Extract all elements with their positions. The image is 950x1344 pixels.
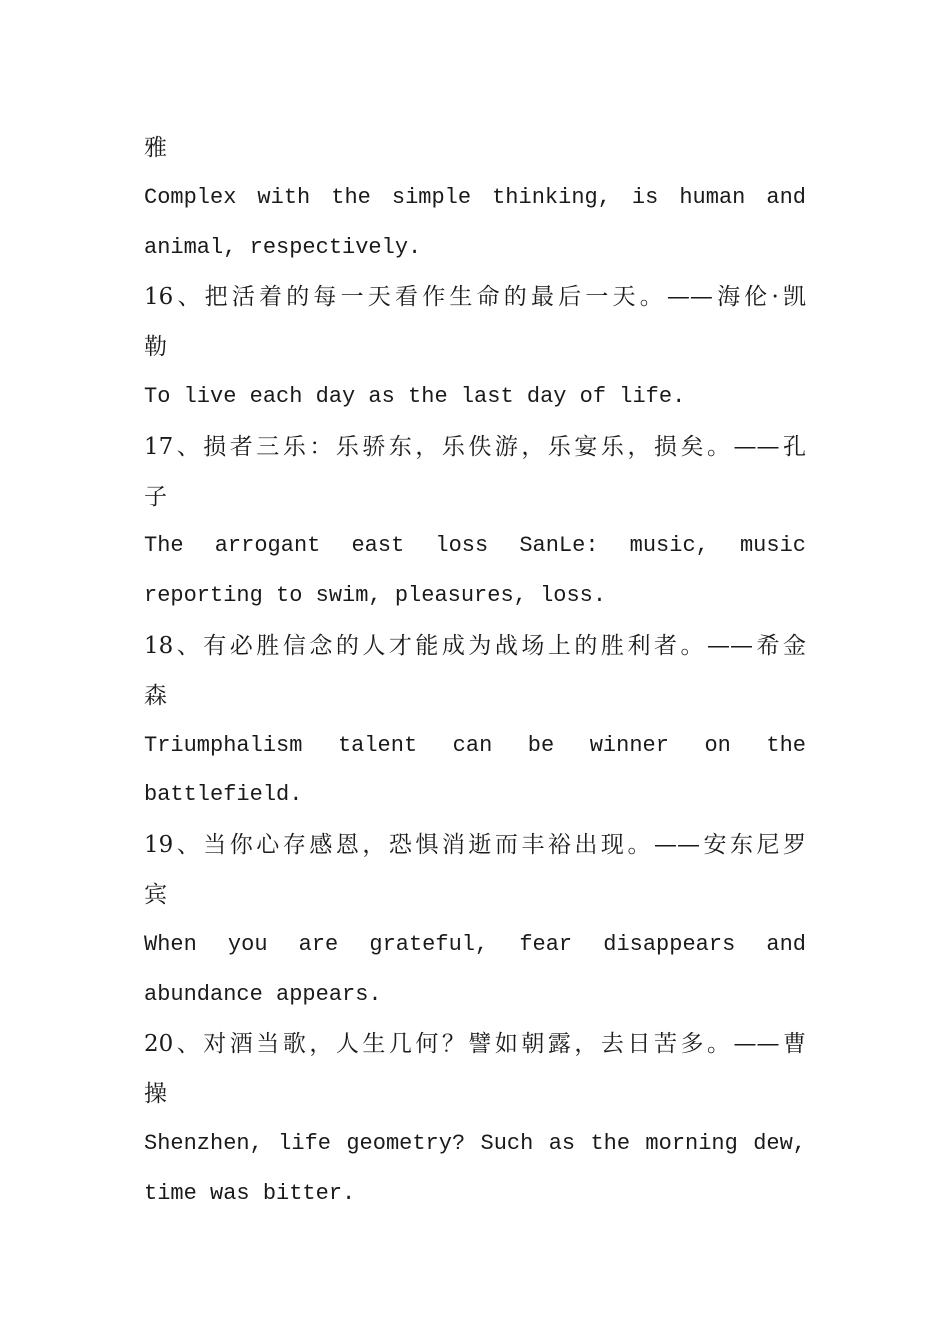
chinese-text-line: 宾 xyxy=(144,882,167,908)
english-text-line: Triumphalism talent can be winner on the xyxy=(144,733,806,758)
english-text-line: When you are grateful, fear disappears and xyxy=(144,932,806,957)
english-text-line: Shenzhen, life geometry? Such as the morning dew, xyxy=(144,1131,806,1156)
english-text-line: time was bitter. xyxy=(144,1181,356,1206)
english-text-line: abundance appears. xyxy=(144,982,382,1007)
english-text-line: Complex with the simple thinking, is human and xyxy=(144,185,806,210)
chinese-text-line: 17、损者三乐：乐骄东，乐佚游，乐宴乐，损矣。——孔 xyxy=(144,434,806,460)
chinese-text-line: 子 xyxy=(144,484,167,510)
english-text-line: The arrogant east loss SanLe: music, music xyxy=(144,533,806,558)
chinese-text-line: 18、有必胜信念的人才能成为战场上的胜利者。——希金 xyxy=(144,633,806,659)
chinese-text-line: 勒 xyxy=(144,334,167,360)
chinese-text-line: 20、对酒当歌，人生几何？譬如朝露，去日苦多。——曹 xyxy=(144,1031,806,1057)
chinese-text-line: 雅 xyxy=(144,135,167,161)
english-text-line: To live each day as the last day of life. xyxy=(144,384,686,409)
chinese-text-line: 操 xyxy=(144,1081,167,1107)
chinese-text-line: 森 xyxy=(144,683,167,709)
english-text-line: animal, respectively. xyxy=(144,235,422,260)
chinese-text-line: 16、把活着的每一天看作生命的最后一天。——海伦·凯 xyxy=(144,284,806,310)
chinese-text-line: 19、当你心存感恩，恐惧消逝而丰裕出现。——安东尼罗 xyxy=(144,832,806,858)
english-text-line: reporting to swim, pleasures, loss. xyxy=(144,583,607,608)
english-text-line: battlefield. xyxy=(144,782,303,807)
